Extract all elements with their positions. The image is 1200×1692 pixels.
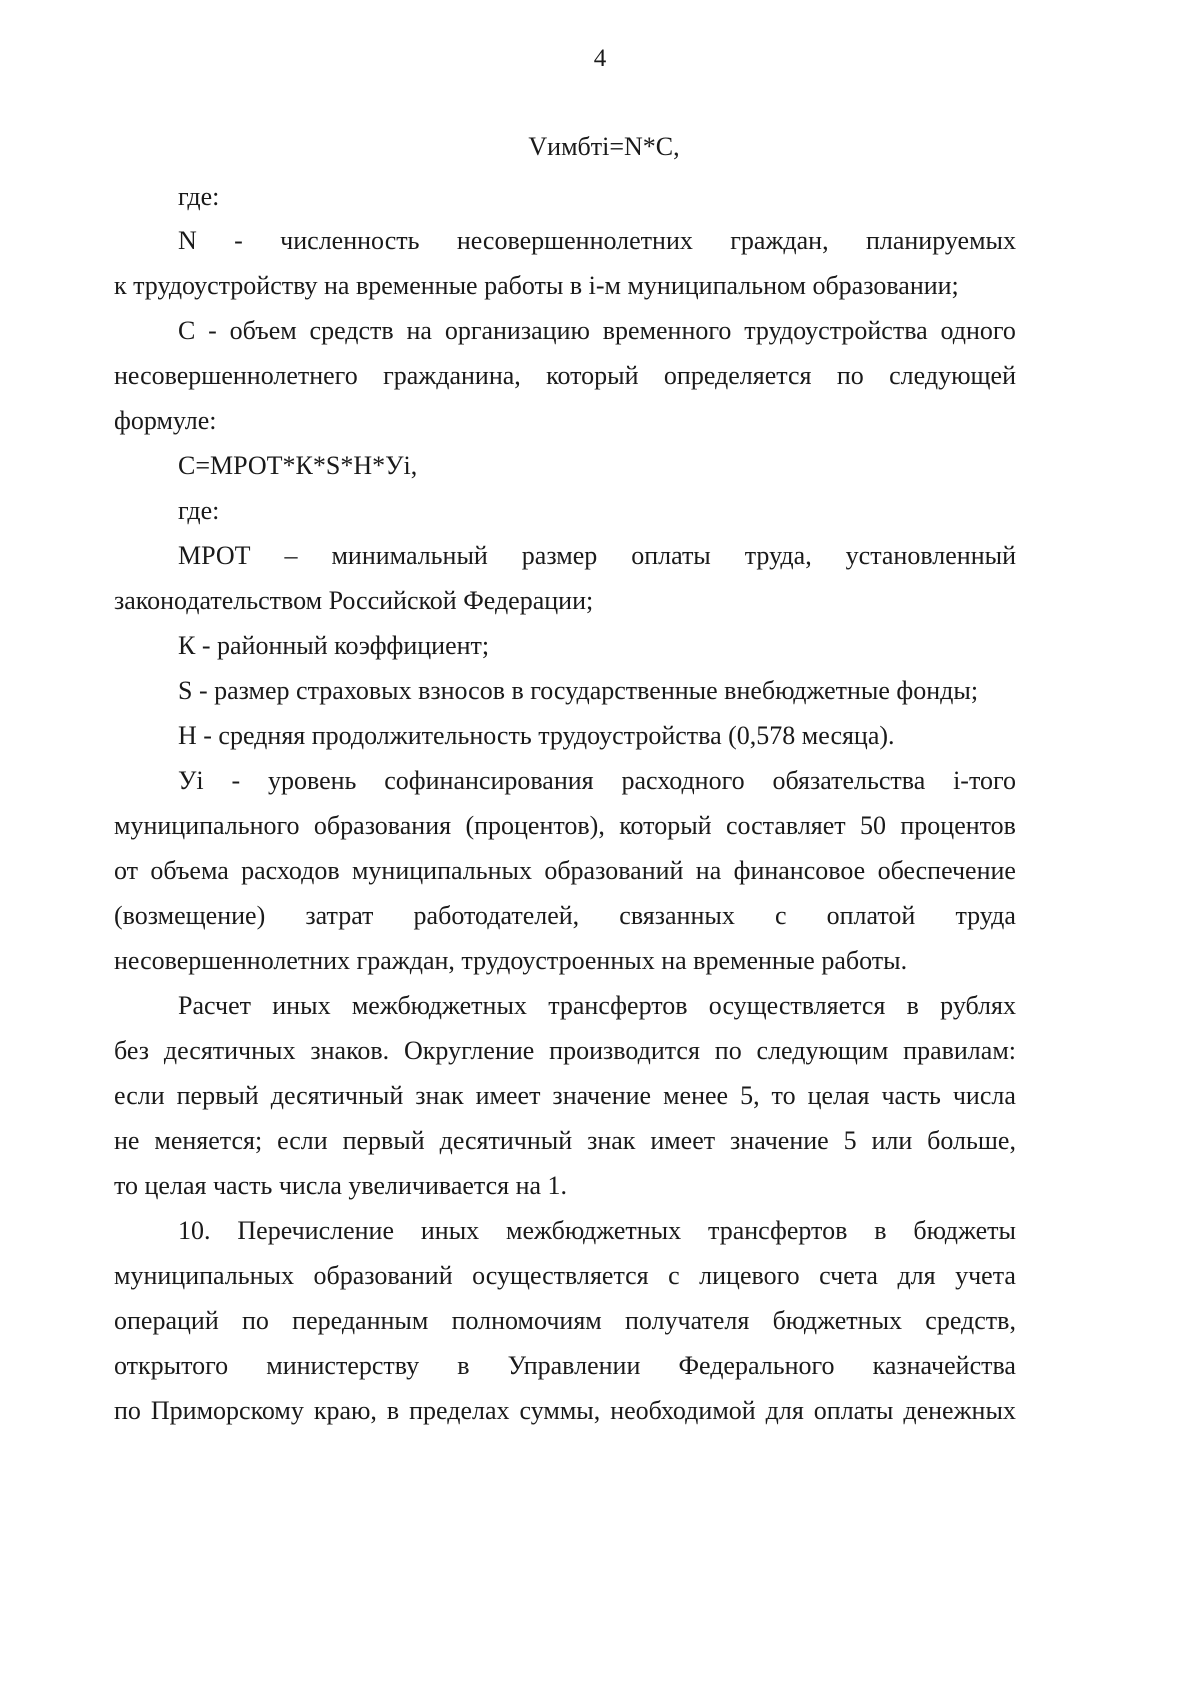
word: определяется (663, 361, 812, 390)
word: первый (176, 1081, 259, 1110)
word: труда (955, 901, 1016, 930)
n-definition-line-1 (178, 225, 1016, 257)
where-label: где: (178, 182, 220, 211)
word: трансфертов (708, 1216, 848, 1245)
c-definition-line-1 (178, 315, 1016, 347)
word: имеет (475, 1081, 541, 1110)
c-definition-line-2 (114, 360, 1016, 392)
word: счета (819, 1261, 878, 1290)
word: трудоустройства (744, 316, 928, 345)
word: который (619, 811, 712, 840)
word: (процентов), (465, 811, 605, 840)
word: переданным (292, 1306, 429, 1335)
word: Уi (178, 766, 204, 795)
item10-line-5 (114, 1395, 1016, 1427)
item10-line-1 (178, 1215, 1016, 1247)
word: численность (280, 226, 420, 255)
mrot-definition-line-1 (178, 540, 1016, 572)
k-definition: К - районный коэффициент; (178, 631, 490, 660)
word: гражданина, (383, 361, 521, 390)
word: расходов (241, 856, 340, 885)
word: денежных (903, 1396, 1016, 1425)
word: по (714, 1036, 742, 1065)
word: составляет (725, 811, 846, 840)
word: размер (521, 541, 598, 570)
word: образований (544, 856, 684, 885)
word: осуществляется (708, 991, 886, 1020)
word: процентов (900, 811, 1016, 840)
word: межбюджетных (506, 1216, 682, 1245)
rounding-line-4 (114, 1125, 1016, 1157)
word: по (242, 1306, 269, 1335)
yi-definition-line-1 (178, 765, 1016, 797)
word: организацию (444, 316, 590, 345)
word: знаков. (310, 1036, 390, 1065)
word: межбюджетных (351, 991, 527, 1020)
yi-definition-line-2 (114, 810, 1016, 842)
word: муниципального (114, 811, 300, 840)
word: пределах (409, 1396, 510, 1425)
word: - (231, 766, 241, 795)
word: временного (602, 316, 732, 345)
word: софинансирования (384, 766, 594, 795)
word: без (114, 1036, 150, 1065)
formula-vimbti: Vимбтi=N*C, (528, 132, 680, 161)
word: суммы, (519, 1396, 601, 1425)
word: осуществляется (472, 1261, 649, 1290)
word: рублях (940, 991, 1016, 1020)
word: бюджеты (913, 1216, 1016, 1245)
word: N (178, 226, 197, 255)
word: имеет (650, 1126, 716, 1155)
word: планируемых (865, 226, 1016, 255)
word: Перечисление (237, 1216, 394, 1245)
word: Приморскому (150, 1396, 304, 1425)
word: для (765, 1396, 804, 1425)
item10-line-4 (114, 1350, 1016, 1382)
word: оплатой (826, 901, 916, 930)
word: больше, (927, 1126, 1016, 1155)
word: - (208, 316, 217, 345)
h-definition: Н - средняя продолжительность трудоустройства (0,578 месяца). (178, 721, 895, 750)
yi-definition-line-4 (114, 900, 1016, 932)
word: десятичных (163, 1036, 296, 1065)
word: Федерального (678, 1351, 835, 1380)
word: лицевого (699, 1261, 800, 1290)
word: 5, (740, 1081, 760, 1110)
mrot-definition-line-2: законодательством Российской Федерации; (114, 586, 594, 615)
word: обязательства (772, 766, 926, 795)
word: знак (415, 1081, 464, 1110)
word: производится (549, 1036, 700, 1065)
word: первый (342, 1126, 425, 1155)
word: C (178, 316, 196, 345)
word: 50 (860, 811, 887, 840)
word: связанных (619, 901, 735, 930)
word: работодателей, (413, 901, 580, 930)
word: расходного (621, 766, 745, 795)
rounding-line-5: то целая часть числа увеличивается на 1. (114, 1171, 568, 1200)
word: операций (114, 1306, 219, 1335)
word: несовершеннолетнего (114, 361, 358, 390)
word: значение (730, 1126, 829, 1155)
word: затрат (305, 901, 374, 930)
word: числа (952, 1081, 1016, 1110)
word: то (771, 1081, 796, 1110)
word: меняется; (154, 1126, 263, 1155)
word: средств (309, 316, 394, 345)
rounding-line-1 (178, 990, 1016, 1022)
word: десятичный (270, 1081, 404, 1110)
word: обеспечение (877, 856, 1016, 885)
word: трансфертов (548, 991, 688, 1020)
word: в (906, 991, 919, 1020)
word: – (284, 541, 298, 570)
yi-definition-line-5: несовершеннолетних граждан, трудоустроенных на временные работы. (114, 946, 908, 975)
word: образований (313, 1261, 453, 1290)
word: иных (272, 991, 331, 1020)
word: граждан, (730, 226, 829, 255)
word: если (277, 1126, 328, 1155)
word: Управлении (507, 1351, 641, 1380)
word: минимальный (331, 541, 488, 570)
formula-c: C=МРОТ*К*S*Н*Уi, (178, 451, 418, 480)
word: с (668, 1261, 680, 1290)
n-definition-line-2: к трудоустройству на временные работы в i-м муниципальном образовании; (114, 271, 959, 300)
word: 10. (178, 1216, 211, 1245)
rounding-line-2 (114, 1035, 1016, 1067)
word: в (386, 1396, 400, 1425)
word: следующей (889, 361, 1016, 390)
word: i-того (953, 766, 1016, 795)
word: не (114, 1126, 140, 1155)
word: оплаты (813, 1396, 894, 1425)
word: бюджетных (772, 1306, 903, 1335)
s-definition: S - размер страховых взносов в государственные внебюджетные фонды; (178, 676, 979, 705)
word: 5 (843, 1126, 857, 1155)
word: муниципальных (351, 856, 532, 885)
word: в (874, 1216, 887, 1245)
word: если (114, 1081, 165, 1110)
word: в (457, 1351, 470, 1380)
word: (возмещение) (114, 901, 266, 930)
word: менее (663, 1081, 729, 1110)
word: несовершеннолетних (456, 226, 693, 255)
word: министерству (266, 1351, 420, 1380)
word: учета (955, 1261, 1016, 1290)
word: или (871, 1126, 913, 1155)
where-label-2: где: (178, 496, 220, 525)
word: по (114, 1396, 141, 1425)
word: целая (807, 1081, 870, 1110)
word: правилам: (903, 1036, 1016, 1065)
word: от (114, 856, 139, 885)
word: Округление (404, 1036, 535, 1065)
word: труда, (744, 541, 812, 570)
word: на (695, 856, 722, 885)
yi-definition-line-3 (114, 855, 1016, 887)
word: на (406, 316, 432, 345)
word: полномочиям (451, 1306, 602, 1335)
word: знак (587, 1126, 636, 1155)
page-number: 4 (593, 45, 607, 72)
word: необходимой (610, 1396, 756, 1425)
word: МРОТ (178, 541, 251, 570)
word: средств, (925, 1306, 1016, 1335)
word: краю, (313, 1396, 377, 1425)
word: объема (150, 856, 229, 885)
word: финансовое (733, 856, 866, 885)
word: следующим (756, 1036, 889, 1065)
word: с (774, 901, 787, 930)
word: по (836, 361, 864, 390)
word: уровень (267, 766, 357, 795)
word: казначейства (872, 1351, 1016, 1380)
word: одного (940, 316, 1016, 345)
word: иных (420, 1216, 480, 1245)
word: десятичный (439, 1126, 573, 1155)
word: образования (313, 811, 452, 840)
word: который (546, 361, 639, 390)
word: Расчет (178, 991, 251, 1020)
word: часть (881, 1081, 941, 1110)
c-definition-line-3: формуле: (114, 406, 217, 435)
word: открытого (114, 1351, 229, 1380)
item10-line-3 (114, 1305, 1016, 1337)
word: объем (229, 316, 297, 345)
word: муниципальных (114, 1261, 295, 1290)
word: - (234, 226, 243, 255)
word: получателя (625, 1306, 750, 1335)
word: установленный (845, 541, 1016, 570)
word: оплаты (631, 541, 711, 570)
word: значение (552, 1081, 652, 1110)
item10-line-2 (114, 1260, 1016, 1292)
word: для (897, 1261, 936, 1290)
rounding-line-3 (114, 1080, 1016, 1112)
